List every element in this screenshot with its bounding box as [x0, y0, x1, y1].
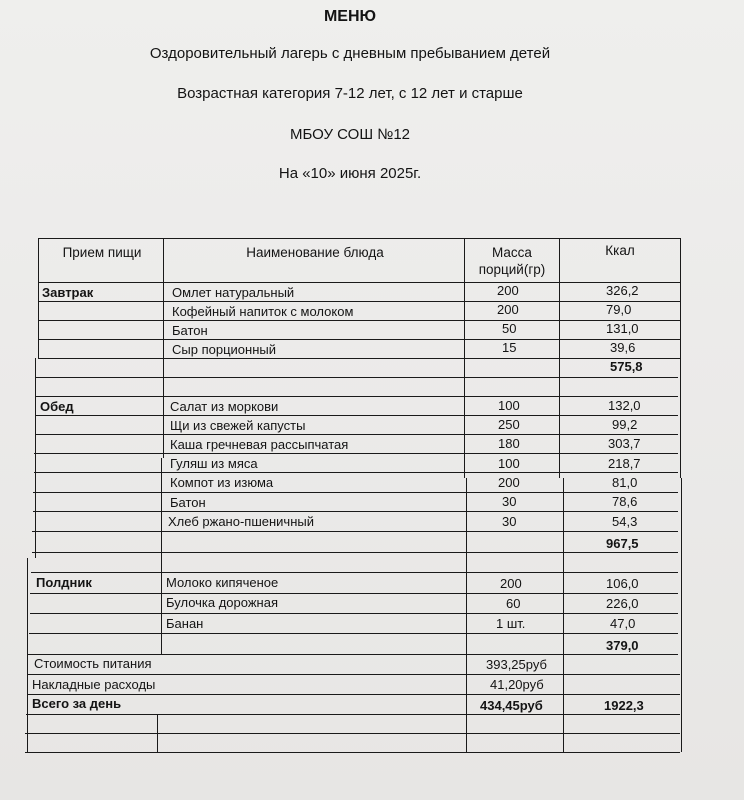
- table-col-line: [466, 478, 467, 752]
- table-row-line: [34, 472, 678, 473]
- day-total-cost: 434,45руб: [480, 698, 543, 713]
- dish-name: Банан: [166, 616, 204, 631]
- table-col-line: [35, 358, 36, 558]
- dish-name: Каша гречневая рассыпчатая: [170, 437, 349, 452]
- table-row-line: [38, 282, 680, 283]
- table-row-line: [28, 674, 680, 675]
- table-col-line: [163, 238, 164, 458]
- table-col-line: [27, 558, 28, 752]
- dish-name: Салат из моркови: [170, 399, 279, 414]
- table-col-line: [161, 458, 162, 654]
- table-row-line: [30, 593, 678, 594]
- dish-kcal: 131,0: [606, 321, 639, 336]
- dish-mass: 200: [497, 302, 519, 317]
- overhead-label: Накладные расходы: [32, 677, 156, 692]
- table-col-line: [680, 238, 681, 478]
- table-row-line: [31, 572, 678, 573]
- table-col-line: [563, 478, 564, 752]
- table-row-line: [32, 552, 678, 553]
- table-row-line: [38, 301, 680, 302]
- dish-kcal: 47,0: [610, 616, 636, 631]
- table-row-line: [29, 633, 678, 634]
- table-row-line: [35, 415, 678, 416]
- dish-name: Кофейный напиток с молоком: [172, 304, 354, 319]
- table-row-line: [33, 511, 678, 512]
- col-header-mass: Масса порций(гр): [478, 245, 546, 277]
- table-row-line: [38, 339, 680, 340]
- dish-kcal: 132,0: [608, 398, 641, 413]
- dish-kcal: 218,7: [608, 456, 641, 471]
- dish-name: Хлеб ржано-пшеничный: [168, 514, 314, 529]
- meal-label-breakfast: Завтрак: [42, 285, 94, 300]
- dish-kcal: 326,2: [606, 283, 639, 298]
- dish-name: Компот из изюма: [170, 475, 274, 490]
- table-col-line: [157, 714, 158, 752]
- dish-kcal: 79,0: [606, 302, 632, 317]
- table-row-line: [38, 320, 680, 321]
- dish-mass: 60: [506, 596, 521, 611]
- day-total-kcal: 1922,3: [604, 698, 644, 713]
- table-col-line: [464, 238, 465, 478]
- meal-label-lunch: Обед: [40, 399, 74, 414]
- table-row-line: [25, 752, 680, 753]
- dish-mass: 200: [498, 475, 520, 490]
- dish-name: Батон: [172, 323, 208, 338]
- dish-mass: 200: [497, 283, 519, 298]
- dish-name: Гуляш из мяса: [170, 456, 258, 471]
- table-row-line: [36, 377, 678, 378]
- table-row-line: [28, 654, 678, 655]
- dish-kcal: 226,0: [606, 596, 639, 611]
- dish-kcal: 81,0: [612, 475, 638, 490]
- dish-mass: 50: [502, 321, 517, 336]
- dish-name: Батон: [170, 495, 206, 510]
- lunch-total-kcal: 967,5: [606, 536, 639, 551]
- table-row-line: [38, 238, 680, 239]
- dish-kcal: 106,0: [606, 576, 639, 591]
- col-header-kcal: Ккал: [605, 243, 635, 258]
- dish-mass: 100: [498, 398, 520, 413]
- dish-name: Омлет натуральный: [172, 285, 295, 300]
- table-row-line: [38, 358, 680, 359]
- dish-name: Молоко кипяченое: [166, 575, 279, 590]
- menu-date: На «10» июня 2025г.: [278, 165, 422, 182]
- dish-mass: 30: [502, 494, 517, 509]
- snack-total-kcal: 379,0: [606, 638, 639, 653]
- age-category: Возрастная категория 7-12 лет, с 12 лет и старше: [177, 85, 523, 102]
- table-col-line: [38, 238, 39, 358]
- breakfast-total-kcal: 575,8: [610, 359, 643, 374]
- dish-kcal: 39,6: [610, 340, 636, 355]
- cost-label: Стоимость питания: [34, 656, 152, 671]
- meal-label-snack: Полдник: [36, 575, 92, 590]
- table-row-line: [30, 613, 678, 614]
- camp-name: Оздоровительный лагерь с дневным пребыванием детей: [149, 45, 551, 62]
- table-row-line: [34, 453, 678, 454]
- table-row-line: [35, 434, 678, 435]
- table-row-line: [33, 492, 678, 493]
- dish-name: Булочка дорожная: [166, 595, 278, 610]
- dish-mass: 30: [502, 514, 517, 529]
- table-row-line: [26, 714, 680, 715]
- dish-mass: 200: [500, 576, 522, 591]
- dish-mass: 250: [498, 417, 520, 432]
- dish-kcal: 78,6: [612, 494, 638, 509]
- dish-name: Сыр порционный: [172, 342, 276, 357]
- dish-mass: 1 шт.: [496, 616, 526, 631]
- col-header-dish: Наименование блюда: [246, 245, 384, 260]
- dish-mass: 180: [498, 436, 520, 451]
- col-header-meal: Прием пищи: [62, 245, 142, 260]
- table-col-line: [559, 238, 560, 478]
- table-row-line: [32, 531, 678, 532]
- dish-kcal: 303,7: [608, 436, 641, 451]
- dish-mass: 15: [502, 340, 517, 355]
- dish-mass: 100: [498, 456, 520, 471]
- dish-kcal: 54,3: [612, 514, 638, 529]
- table-row-line: [36, 396, 678, 397]
- table-row-line: [25, 733, 680, 734]
- school-name: МБОУ СОШ №12: [289, 126, 411, 143]
- day-total-label: Всего за день: [32, 696, 122, 711]
- document-title: МЕНЮ: [323, 8, 377, 25]
- dish-name: Щи из свежей капусты: [170, 418, 306, 433]
- table-col-line: [681, 478, 682, 752]
- overhead-value: 41,20руб: [490, 677, 544, 692]
- dish-kcal: 99,2: [612, 417, 638, 432]
- table-row-line: [27, 694, 680, 695]
- cost-value: 393,25руб: [486, 657, 547, 672]
